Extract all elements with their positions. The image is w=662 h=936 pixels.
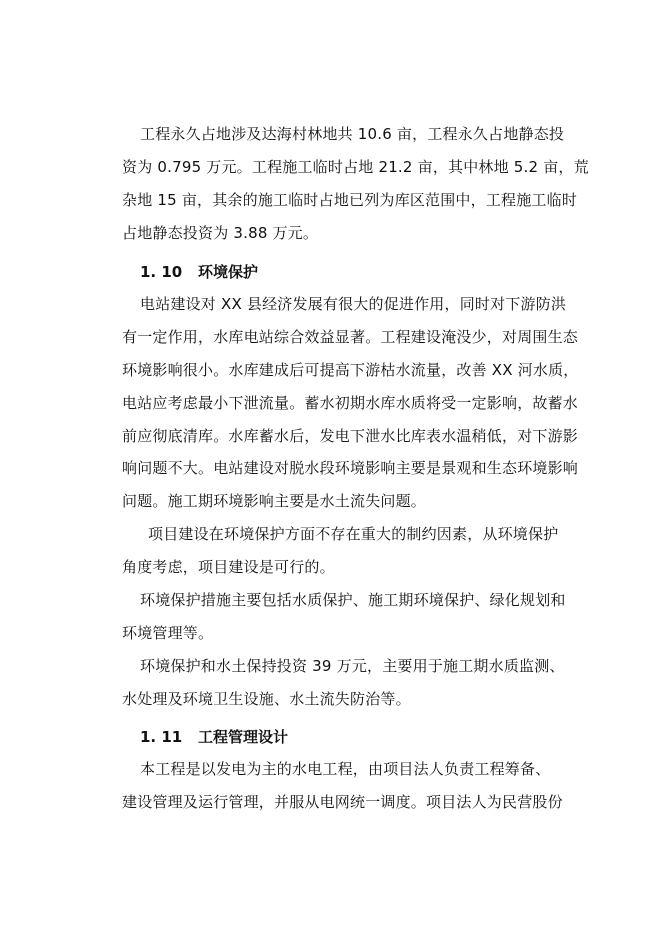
- text-line: 环境保护措施主要包括水质保护、施工期环境保护、绿化规划和: [140, 591, 566, 609]
- text-line: 环境影响很小。水库建成后可提高下游枯水流量，改善 XX 河水质，: [122, 361, 579, 379]
- section-heading-1-10: [140, 262, 258, 282]
- text-line: 电站建设对 XX 县经济发展有很大的促进作用，同时对下游防洪: [140, 295, 567, 313]
- text-line: 本工程是以发电为主的水电工程，由项目法人负责工程筹备、: [140, 760, 551, 778]
- text-line: 有一定作用，水库电站综合效益显著。工程建设淹没少，对周围生态: [122, 328, 579, 346]
- text-line: 杂地 15 亩，其余的施工临时占地已列为库区范围中，工程施工临时: [122, 191, 578, 209]
- text-line: 响问题不大。电站建设对脱水段环境影响主要是景观和生态环境影响: [122, 459, 579, 477]
- text-line: 水处理及环境卫生设施、水土流失防治等。: [122, 690, 411, 708]
- text-line: 环境保护和水土保持投资 39 万元，主要用于施工期水质监测、: [140, 657, 565, 675]
- text-line: 电站应考虑最小下泄流量。蓄水初期水库水质将受一定影响，故蓄水: [122, 394, 579, 412]
- text-line: 前应彻底清库。水库蓄水后，发电下泄水比库表水温稍低，对下游影: [122, 427, 579, 445]
- text-line: 工程永久占地涉及达海村林地共 10.6 亩，工程永久占地静态投: [140, 125, 565, 143]
- text-line: 角度考虑，项目建设是可行的。: [122, 558, 335, 576]
- text-line: 项目建设在环境保护方面不存在重大的制约因素，从环境保护: [148, 525, 559, 543]
- section-title: 工程管理设计: [198, 728, 289, 746]
- text-line: 建设管理及运行管理，并服从电网统一调度。项目法人为民营股份: [122, 793, 563, 811]
- text-line: 问题。施工期环境影响主要是水土流失问题。: [122, 492, 427, 510]
- text-line: 占地静态投资为 3.88 万元。: [122, 224, 319, 242]
- text-line: 资为 0.795 万元。工程施工临时占地 21.2 亩，其中林地 5.2 亩，荒: [122, 158, 589, 176]
- section-number: 1. 11: [140, 728, 183, 746]
- section-heading-1-11: [140, 727, 288, 747]
- section-title: 环境保护: [198, 263, 259, 281]
- section-number: 1. 10: [140, 263, 183, 281]
- text-line: 环境管理等。: [122, 624, 214, 642]
